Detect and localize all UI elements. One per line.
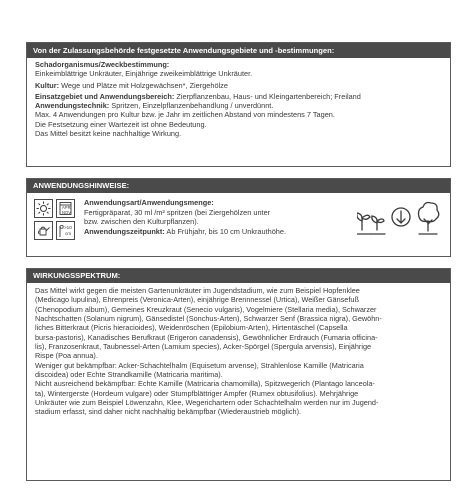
application-areas-panel	[26, 42, 451, 167]
spectrum-line: liches Bitterkraut (Picris hieracioides), Weidenröschen (Epilobium-Arten), Hirtentäschel (Capsella	[35, 323, 348, 333]
calendar-apr-label: APR	[62, 205, 71, 210]
spectrum-line: discoidea) oder Echte Strandkamille (Matricaria maritima).	[35, 370, 223, 380]
spectrum-line: ta), Wintergerste (Hordeum vulgare) oder Stumpfblättriger Ampfer (Rumex obtusifolius). Mehrjährige	[35, 388, 359, 398]
application-areas-header: Von der Zulassungsbehörde festgesetzte Anwendungsgebiete und -bestimmungen:	[27, 43, 450, 58]
application-area-line: Einsatzgebiet und Anwendungsbereich: Zierpflanzenbau, Haus- und Kleingartenbereich; Freiland	[35, 91, 361, 101]
spectrum-line: stadium erfasst, sind daher nicht nachhaltig bekämpfbar (Wiederaustrieb möglich).	[35, 407, 302, 417]
calendar-icon	[56, 199, 75, 218]
effect-spectrum-panel	[26, 268, 451, 481]
watering-can-icon	[34, 221, 53, 240]
effect-spectrum-header: WIRKUNGSSPEKTRUM:	[27, 269, 450, 283]
application-areas-body	[27, 58, 450, 138]
culture-line: Kultur: Wege und Plätze mit Holzgewächsen*, Ziergehölze	[35, 80, 228, 90]
usage-notes-panel	[26, 178, 451, 257]
application-amount-label: Anwendungsart/Anwendungsmenge:	[84, 198, 214, 207]
calendar-nov-label: NOV	[62, 210, 72, 215]
spectrum-line: bursa-pastoris), Kanadisches Berufkraut (Erigeron canadensis), Gewöhnlicher Erdrauch (Fumaria officina-	[35, 332, 378, 342]
temperature-label: >10	[64, 225, 72, 230]
spectrum-line: Nicht ausreichend bekämpfbar: Echte Kamille (Matricaria chamomilla), Spitzwegerich (Plantago lanceola-	[35, 379, 375, 389]
target-organism-label: Schadorganismus/Zweckbestimmung:	[35, 60, 170, 69]
spectrum-line: Das Mittel wirkt gegen die meisten Gartenunkräuter im Jugendstadium, wie zum Beispiel Hopfenklee	[35, 286, 360, 295]
spectrum-line: lis), Franzosenkraut, Taubnessel-Arten (Lamium species), Acker-Spörgel (Spergula arvensis), Einjährige	[35, 342, 372, 352]
max-applications-line: Max. 4 Anwendungen pro Kultur bzw. je Jahr im zeitlichen Abstand von mindestens 7 Tagen.	[35, 110, 335, 120]
spectrum-line: (Medicago lupulina), Ehrenpreis (Veronica-Arten), einjährige Brennnessel (Urtica), Weißer Gänsefuß	[35, 295, 359, 305]
effect-spectrum-body	[27, 283, 450, 417]
unit-label: cm	[65, 231, 72, 236]
waiting-time-line: Die Festsetzung einer Wartezeit ist ohne Bedeutung.	[35, 119, 207, 129]
spectrum-line: Unkräuter wie zum Beispiel Löwenzahn, Klee, Wegerichartern oder Schachtelhalm werden nur im Jugend-	[35, 398, 379, 408]
application-amount-text-2: bzw. zwischen den Kulturpflanzen).	[84, 217, 199, 226]
seedlings-tree-pictogram	[357, 197, 441, 245]
sun-icon	[34, 199, 53, 218]
spectrum-line: Nachtschatten (Solanum nigrum), Gänsedistel (Sonchus-Arten), Schwarzer Senf (Brassica nigra), Gewöhn-	[35, 314, 382, 324]
spectrum-line: Weniger gut bekämpfbar: Acker-Schachtelhalm (Equisetum arvense), Strahlenlose Kamille (Matricaria	[35, 360, 364, 370]
plant-height-icon	[56, 221, 75, 240]
target-organism-text: Einkeimblättrige Unkräuter, Einjährige zweikeimblättrige Unkräuter.	[35, 69, 253, 79]
application-technique-line: Anwendungstechnik: Spritzen, Einzelpflanzenbehandlung / unverdünnt.	[35, 101, 274, 111]
application-time-line: Anwendungszeitpunkt: Ab Frühjahr, bis 10 cm Unkrauthöhe.	[84, 226, 287, 236]
spectrum-line: (Chenopodium album), Gemeines Kreuzkraut (Senecio vulgaris), Vogelmiere (Stellaria media), Schwarzer	[35, 304, 377, 314]
spectrum-line: Rispe (Poa annua).	[35, 351, 98, 361]
usage-notes-text	[84, 198, 324, 236]
usage-notes-header: ANWENDUNGSHINWEISE:	[27, 179, 450, 193]
application-amount-text-1: Fertigpräparat, 30 ml /m² spritzen (bei Ziergehölzen unter	[84, 207, 271, 217]
no-lasting-effect-line: Das Mittel besitzt keine nachhaltige Wirkung.	[35, 129, 182, 139]
